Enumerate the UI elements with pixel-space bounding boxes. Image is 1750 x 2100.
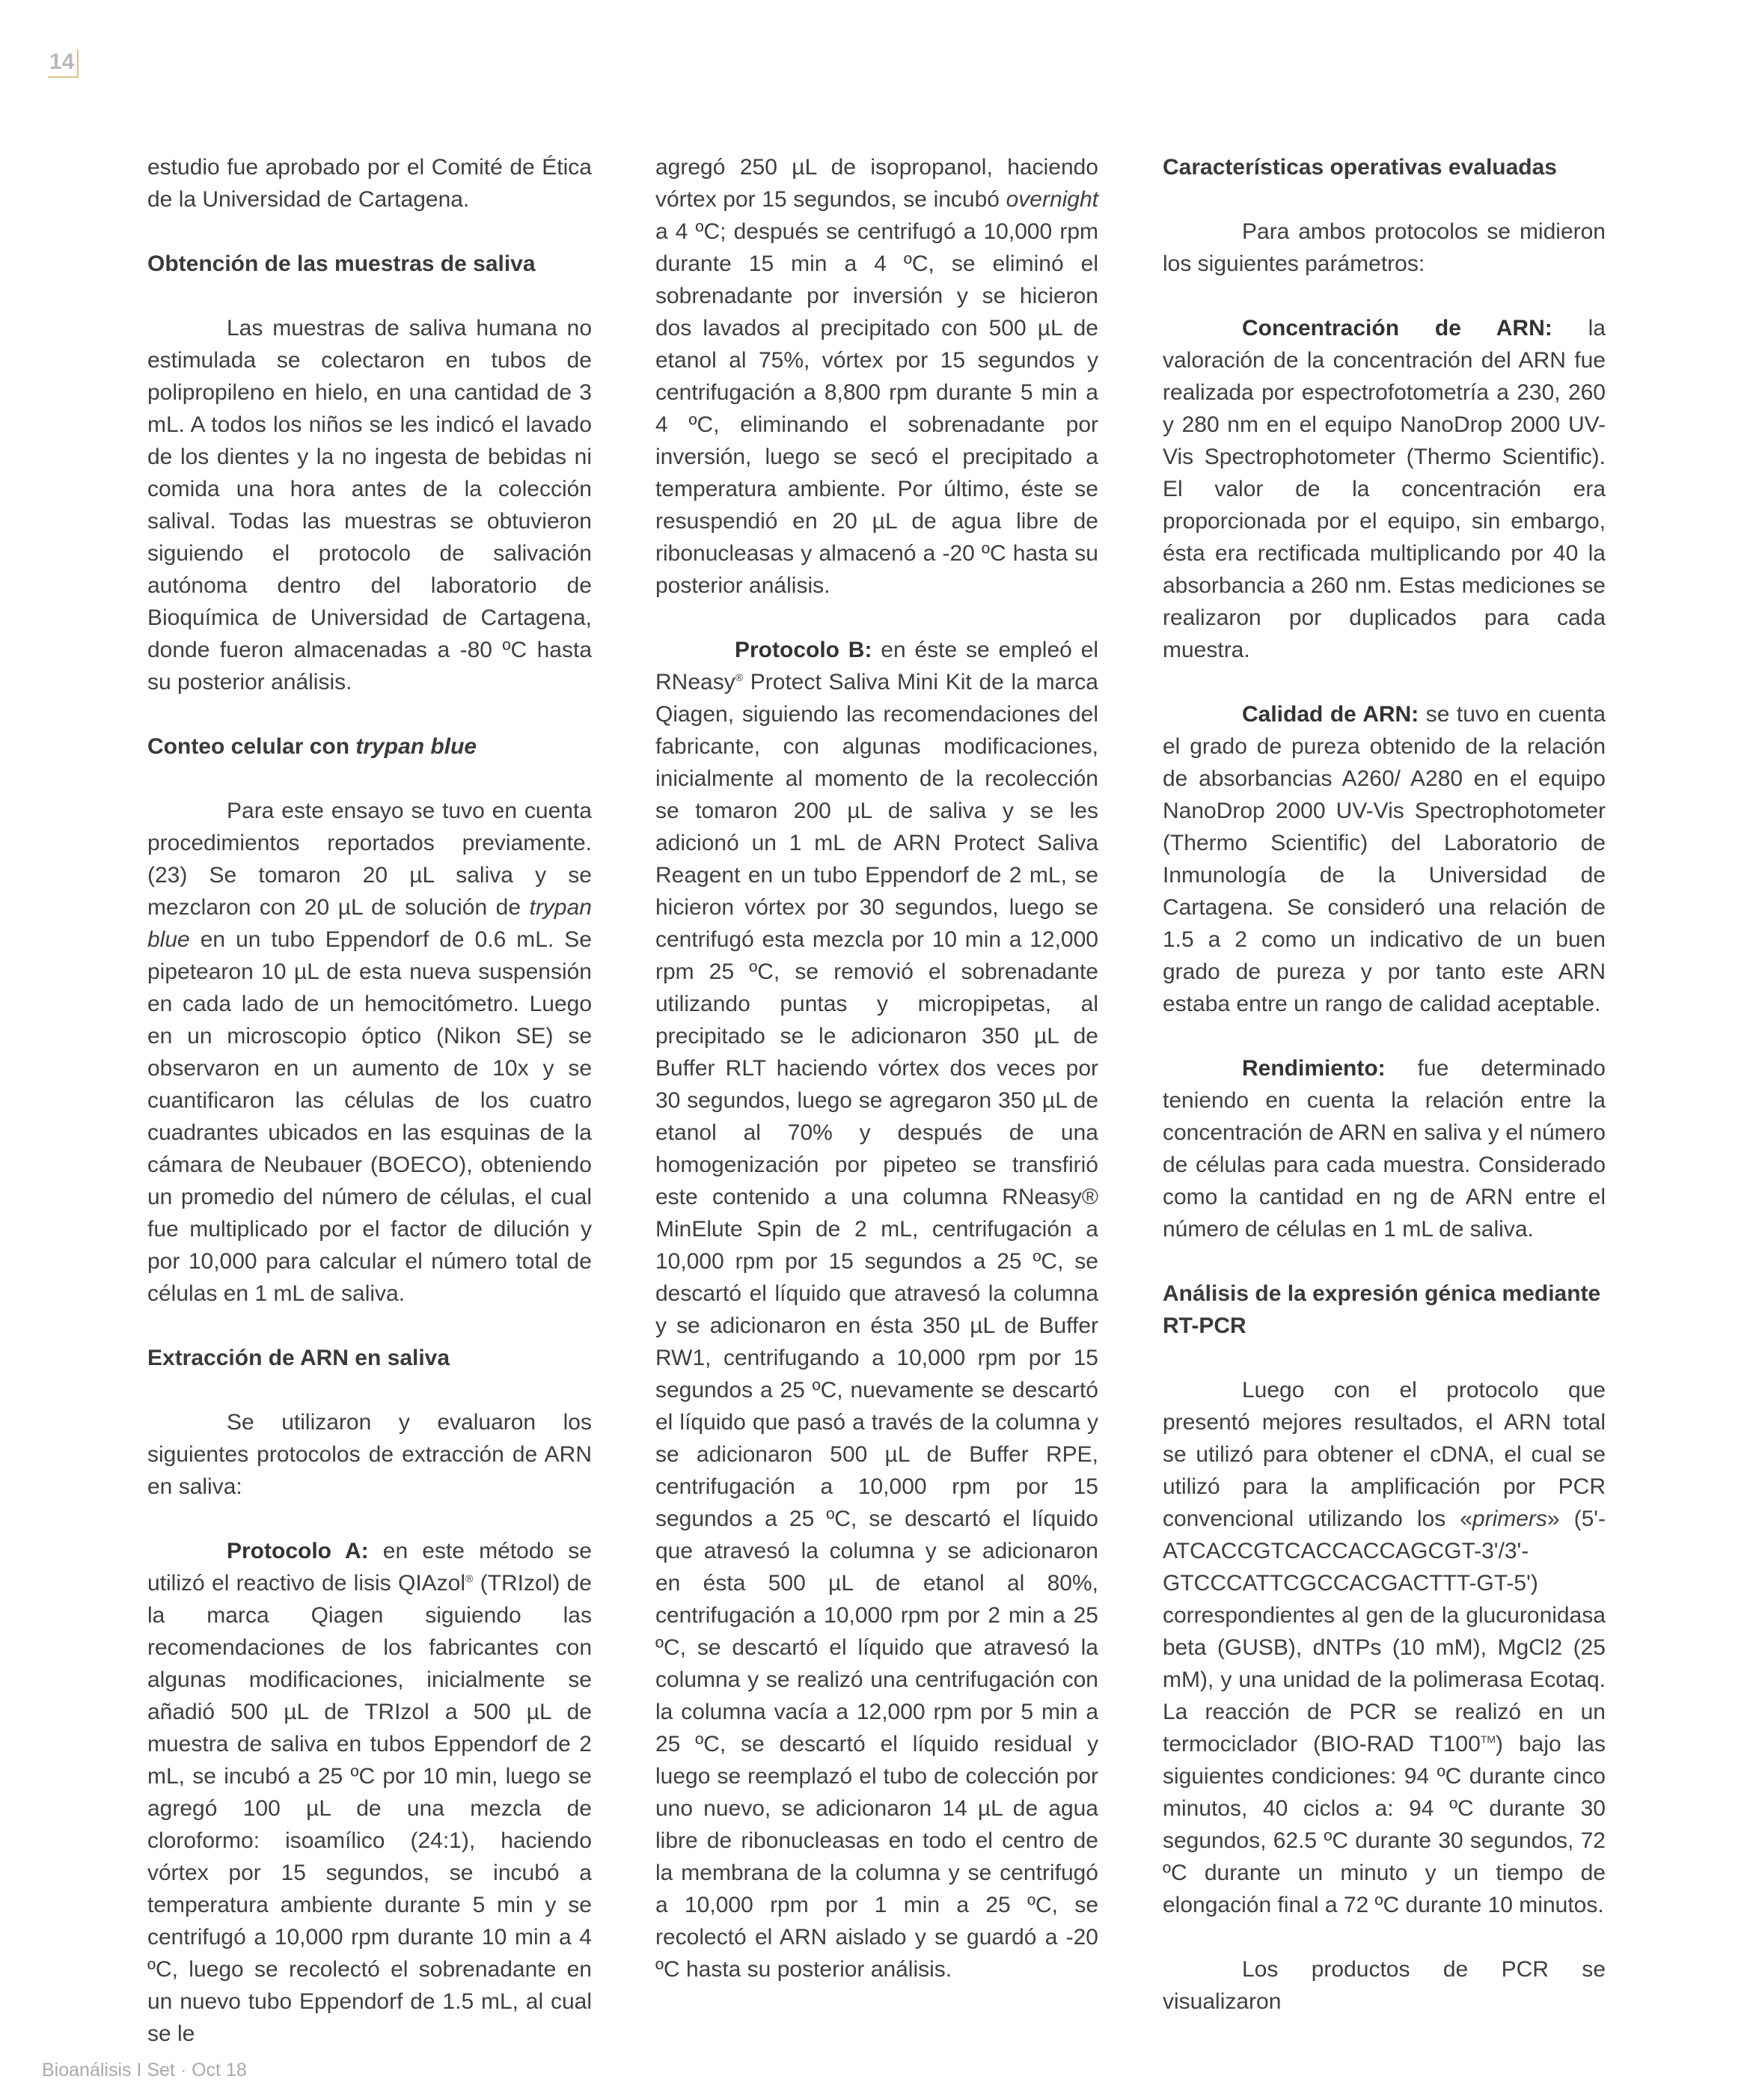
protocol-a-cont-italic: overnight [1006,187,1098,212]
page-number: 14 [48,49,79,78]
yield-text: fue determinado teniendo en cuenta la relación entre la concentración de ARN en saliva y el número de células para cada muestra. Considerado como la cantidad en ng de ARN entre el número de células en 1 mL de saliva. [1163,1056,1606,1242]
paragraph-rna-quality [1163,698,1606,1020]
paragraph-cell-count-part2: en un tubo Eppendorf de 0.6 mL. Se pipetearon 10 µL de esta nueva suspensión en cada lado de un hemocitómetro. Luego en un microscopio óptico (Nikon SE) se observaron en un aumento de 10x y se cuantificaron las células de los cuatro cuadrantes ubicados en las esquinas de la cámara de Neubauer (BOECO), obteniendo un promedio del número de células, el cual fue multiplicado por el factor de dilución y por 10,000 para calcular el número total de células en 1 mL de saliva. [147,927,592,1306]
heading-operational-characteristics: Características operativas evaluadas [1163,155,1557,180]
paragraph-rna-extraction: Se utilizaron y evaluaron los siguientes protocolos de extracción de ARN en saliva: [147,1410,592,1499]
paragraph-protocol-b [655,634,1098,1985]
heading-cell-count-italic: trypan blue [355,734,477,759]
footer-journal-issue: Bioanálisis I Set · Oct 18 [42,2060,247,2081]
paragraph-cell-count [147,795,592,1310]
gene-expression-italic: primers [1472,1507,1547,1531]
paragraph-rna-concentration [1163,312,1606,666]
paragraph-gene-expression [1163,1374,1606,1921]
protocol-b-part2: Protect Saliva Mini Kit de la marca Qiagen, siguiendo las recomendaciones del fabricante, con algunas modificaciones, inicialmente al momento de la recolección se tomaron 200 µL de saliva y se les adicionó un 1 mL de ARN Protect Saliva Reagent en un tubo Eppendorf de 2 mL, se hicieron vórtex por 30 segundos, luego se centrifugó esta mezcla por 10 min a 12,000 rpm 25 ºC, se removió el sobrenadante utilizando puntas y micropipetas, al precipitado se le adicionaron 350 µL de Buffer RLT haciendo vórtex dos veces por 30 segundos, luego se agregaron 350 µL de etanol al 70% y después de una homogenización por pipeteo se transfirió este contenido a una columna RNeasy® MinElute Spin de 2 mL, centrifugación a 10,000 rpm por 15 segundos a 25 ºC, se descartó el líquido que atravesó la columna y se adicionaron en ésta 350 µL de Buffer RW1, centrifugando a 10,000 rpm por 15 segundos a 25 ºC, nuevamente se descartó el líquido que pasó a través de la columna y se adicionaron 500 µL de Buffer RPE, centrifugación a 10,000 rpm por 15 segundos a 25 ºC, se descartó el líquido que atravesó la columna y se adicionaron en ésta 500 µL de etanol al 80%, centrifugación a 10,000 rpm por 2 min a 25 ºC, se descartó el líquido que atravesó la columna y se realizó una centrifugación con la columna vacía a 12,000 rpm por 5 min a 25 ºC, se descartó el líquido residual y luego se reemplazó el tubo de colección por uno nuevo, se adicionaron 14 µL de agua libre de ribonucleasas en todo el centro de la membrana de la columna y se centrifugó a 10,000 rpm por 1 min a 25 ºC, se recolectó el ARN aislado y se guardó a -20 ºC hasta su posterior análisis. [655,670,1098,1982]
paragraph-saliva-samples: Las muestras de saliva humana no estimulada se colectaron en tubos de polipropileno en hielo, en una cantidad de 3 mL. A todos los niños se les indicó el lavado de los dientes y la no ingesta de bebidas ni comida una hora antes de la colección salival. Todas las muestras se obtuvieron siguiendo el protocolo de salivación autónoma dentro del laboratorio de Bioquímica de Universidad de Cartagena, donde fueron almacenadas a -80 ºC hasta su posterior análisis. [147,316,592,695]
protocol-a-part1: en este método se utilizó el reactivo de lisis QIAzol [147,1539,592,1596]
registered-mark: ® [465,1572,474,1584]
gene-expression-part2: » (5'-ATCACCGTCACCACCAGCGT-3'/3'-GTCCCATTCGCCACGACTTT-GT-5') correspondientes al gen de la glucuronidasa beta (GUSB), dNTPs (10 mM), MgCl2 (25 mM), y una unidad de la polimerasa Ecotaq. La reacción de PCR se realizó en un termociclador (BIO-RAD T100 [1163,1507,1606,1756]
paragraph-ethics: estudio fue aprobado por el Comité de Ética de la Universidad de Cartagena. [147,155,592,212]
rna-concentration-label: Concentración de ARN: [1242,316,1552,341]
gene-expression-part1: Luego con el protocolo que presentó mejores resultados, el ARN total se utilizó para obtener el cDNA, el cual se utilizó para la amplificación por PCR convencional utilizando los « [1163,1378,1606,1531]
protocol-a-part2: (TRIzol) de la marca Qiagen siguiendo las recomendaciones de los fabricantes con algunas modificaciones, inicialmente se añadió 500 µL de TRIzol a 500 µL de muestra de saliva en tubos Eppendorf de 2 mL, se incubó a 25 ºC por 10 min, luego se agregó 100 µL de una mezcla de cloroformo: isoamílico (24:1), haciendo vórtex por 15 segundos, se incubó a temperatura ambiente durante 5 min y se centrifugó a 10,000 rpm durante 10 min a 4 ºC, luego se recolectó el sobrenadante en un nuevo tubo Eppendorf de 1.5 mL, al cual se le [147,1571,592,2046]
paragraph-pcr-products: Los productos de PCR se visualizaron [1163,1957,1606,2014]
heading-cell-count [147,730,592,763]
column-1 [147,151,592,2082]
trademark-mark: TM [1480,1733,1496,1745]
column-2 [655,151,1098,2018]
column-3 [1163,151,1606,2050]
heading-rna-extraction: Extracción de ARN en saliva [147,1346,450,1370]
protocol-b-part1: en éste se empleó el RNeasy [655,638,1098,695]
heading-saliva-samples: Obtención de las muestras de saliva [147,251,536,276]
paragraph-protocol-a [147,1535,592,2050]
heading-gene-expression: Análisis de la expresión génica mediante RT-PCR [1163,1281,1601,1338]
paragraph-cell-count-italic: trypan blue [147,895,592,952]
protocol-b-label: Protocolo B: [735,638,872,662]
rna-quality-text: se tuvo en cuenta el grado de pureza obtenido de la relación de absorbancias A260/ A280 en el equipo NanoDrop 2000 UV-Vis Spectrophotometer (Thermo Scientific) del Laboratorio de Inmunología de la Universidad de Cartagena. Se consideró una relación de 1.5 a 2 como un indicativo de un buen grado de pureza y por tanto este ARN estaba entre un rango de calidad aceptable. [1163,702,1606,1016]
rna-quality-label: Calidad de ARN: [1242,702,1419,727]
gene-expression-part3: ) bajo las siguientes condiciones: 94 ºC durante cinco minutos, 40 ciclos a: 94 ºC durante 30 segundos, 62.5 ºC durante 30 segundos, 72 ºC durante un minuto y un tiempo de elongación final a 72 ºC durante 10 minutos. [1163,1732,1606,1917]
paragraph-yield [1163,1052,1606,1245]
protocol-a-cont-part2: a 4 ºC; después se centrifugó a 10,000 rpm durante 15 min a 4 ºC, se eliminó el sobrenadante por inversión y se hicieron dos lavados al precipitado con 500 µL de etanol al 75%, vórtex por 15 segundos y centrifugación a 8,800 rpm durante 5 min a 4 ºC, eliminando el sobrenadante por inversión, luego se secó el precipitado a temperatura ambiente. Por último, éste se resuspendió en 20 µL de agua libre de ribonucleasas y almacenó a -20 ºC hasta su posterior análisis. [655,219,1098,598]
registered-mark: ® [735,671,744,683]
rna-concentration-text: la valoración de la concentración del ARN fue realizada por espectrofotometría a 230, 260 y 280 nm en el equipo NanoDrop 2000 UV-Vis Spectrophotometer (Thermo Scientific). El valor de la concentración era proporcionada por el equipo, sin embargo, ésta era rectificada multiplicando por 40 la absorbancia a 260 nm. Estas mediciones se realizaron por duplicados para cada muestra. [1163,316,1606,662]
protocol-a-cont-part1: agregó 250 µL de isopropanol, haciendo vórtex por 15 segundos, se incubó [655,155,1098,212]
paragraph-cell-count-part1: Para este ensayo se tuvo en cuenta procedimientos reportados previamente. (23) Se tomaron 20 µL saliva y se mezclaron con 20 µL de solución de [147,799,592,920]
yield-label: Rendimiento: [1242,1056,1386,1081]
paragraph-parameters: Para ambos protocolos se midieron los siguientes parámetros: [1163,219,1606,276]
paragraph-protocol-a-continued [655,151,1098,602]
protocol-a-label: Protocolo A: [227,1539,369,1563]
heading-cell-count-text: Conteo celular con [147,734,356,759]
